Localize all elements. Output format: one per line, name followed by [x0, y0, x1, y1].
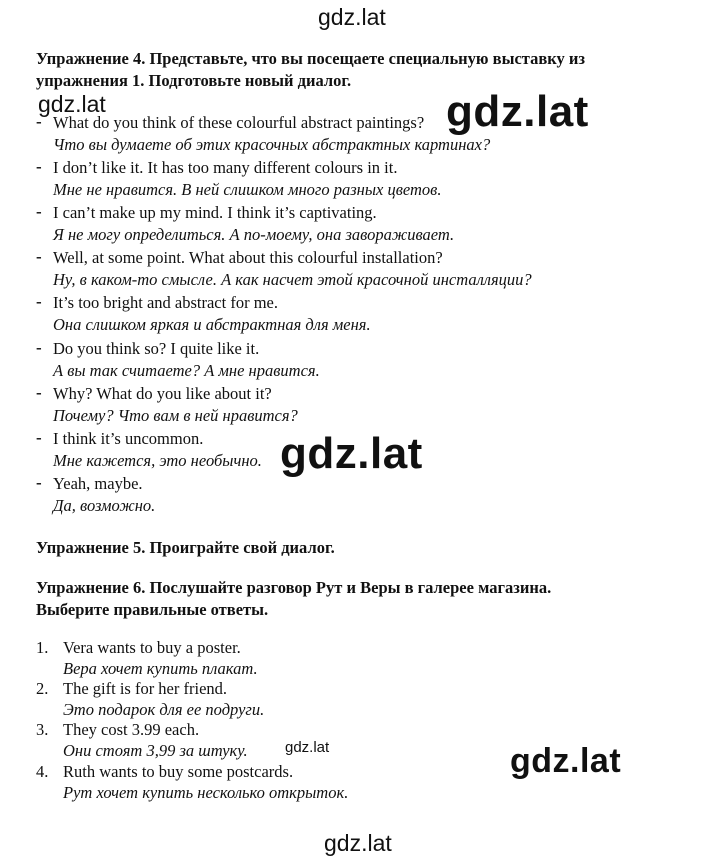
list-ru: Они стоят 3,99 за штуку.	[63, 741, 248, 760]
exercise5-heading: Упражнение 5. Проиграйте свой диалог.	[36, 538, 335, 557]
dash: -	[36, 338, 42, 357]
dialogue-ru: Почему? Что вам в ней нравится?	[53, 406, 298, 425]
watermark-left-small: gdz.lat	[38, 91, 106, 117]
list-number: 1.	[36, 638, 49, 657]
watermark-top: gdz.lat	[318, 4, 386, 30]
watermark-big-middle: gdz.lat	[280, 429, 423, 478]
dialogue-ru: А вы так считаете? А мне нравится.	[53, 361, 320, 380]
list-ru: Рут хочет купить несколько открыток.	[63, 783, 349, 802]
list-ru: Это подарок для ее подруги.	[63, 700, 265, 719]
dialogue-ru: Я не могу определиться. А по-моему, она завораживает.	[53, 225, 455, 244]
dialogue-en: Why? What do you like about it?	[53, 384, 272, 403]
dash: -	[36, 292, 42, 311]
list-en: The gift is for her friend.	[63, 679, 228, 698]
dialogue-en: Yeah, maybe.	[53, 474, 143, 493]
exercise6-heading-line1: Упражнение 6. Послушайте разговор Рут и Веры в галерее магазина.	[36, 578, 552, 597]
exercise4-heading	[36, 48, 676, 92]
dialogue-ru: Ну, в каком-то смысле. А как насчет этой красочной инсталляции?	[53, 270, 532, 289]
dialogue-en: What do you think of these colourful abstract paintings?	[53, 113, 425, 132]
exercise6-heading	[36, 577, 676, 621]
dialogue-en: Do you think so? I quite like it.	[53, 339, 260, 358]
dash: -	[36, 157, 42, 176]
dialogue-ru: Да, возможно.	[53, 496, 156, 515]
list-en: They cost 3.99 each.	[63, 720, 200, 739]
dialogue-en: Well, at some point. What about this colourful installation?	[53, 248, 443, 267]
dialogue-ru: Что вы думаете об этих красочных абстрактных картинах?	[53, 135, 491, 154]
list-en: Vera wants to buy a poster.	[63, 638, 241, 657]
dash: -	[36, 247, 42, 266]
exercise6-heading-line2: Выберите правильные ответы.	[36, 600, 269, 619]
list-number: 2.	[36, 679, 49, 698]
watermark-tiny: gdz.lat	[285, 739, 330, 756]
watermark-bottom: gdz.lat	[324, 830, 392, 856]
list-en: Ruth wants to buy some postcards.	[63, 762, 294, 781]
dash: -	[36, 383, 42, 402]
watermark-big-bottom-right: gdz.lat	[510, 742, 622, 780]
list-ru: Вера хочет купить плакат.	[63, 659, 258, 678]
dash: -	[36, 202, 42, 221]
dialogue-ru: Мне не нравится. В ней слишком много разных цветов.	[53, 180, 442, 199]
exercise4-heading-line1: Упражнение 4. Представьте, что вы посещаете специальную выставку из	[36, 49, 586, 68]
dash: -	[36, 428, 42, 447]
dialogue-en: I don’t like it. It has too many different colours in it.	[53, 158, 398, 177]
dialogue-en: It’s too bright and abstract for me.	[53, 293, 278, 312]
dialogue-ru: Мне кажется, это необычно.	[53, 451, 262, 470]
dash: -	[36, 473, 42, 492]
list-number: 3.	[36, 720, 49, 739]
dialogue-en: I can’t make up my mind. I think it’s captivating.	[53, 203, 377, 222]
watermark-big-top-right: gdz.lat	[446, 87, 589, 136]
dialogue-en: I think it’s uncommon.	[53, 429, 204, 448]
list-number: 4.	[36, 762, 49, 781]
dialogue-ru: Она слишком яркая и абстрактная для меня.	[53, 315, 371, 334]
dash: -	[36, 112, 42, 131]
exercise4-heading-line2: упражнения 1. Подготовьте новый диалог.	[36, 71, 352, 90]
